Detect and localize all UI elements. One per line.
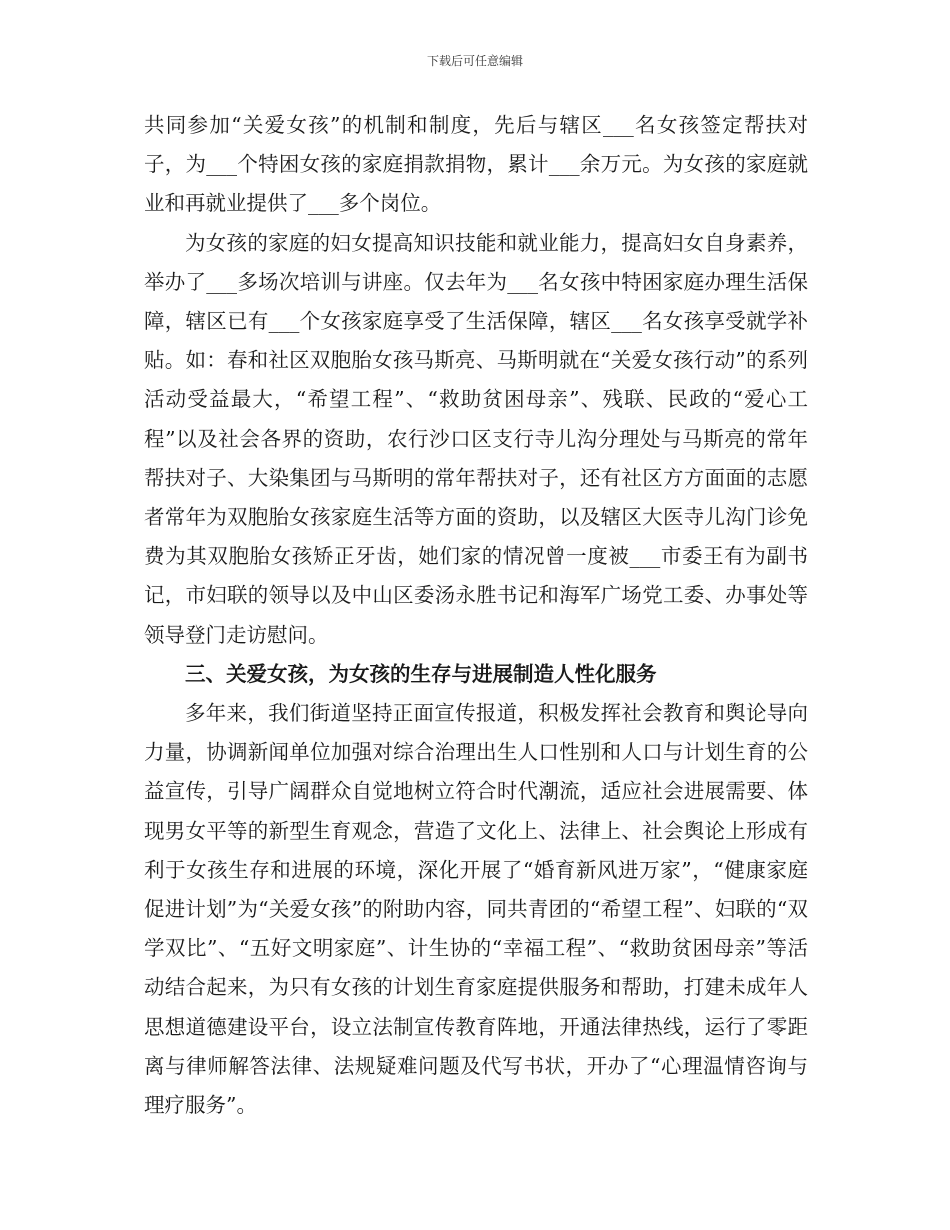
page-header: 下载后可任意编辑 [426, 54, 523, 68]
paragraph-2: 为女孩的家庭的妇女提高知识技能和就业能力，提高妇女自身素养，举办了___多场次培训与讲座。仅去年为___名女孩中特困家庭办理生活保障，辖区已有___个女孩家庭享受了生活保障，辖区___名女孩享受就学补贴。如：春和社区双胞胎女孩马斯亮、马斯明就在“关爱女孩行动”的系列活动受益最大，“希望工程”、“救助贫困母亲”、残联、民政的“爱心工程”以及社会各界的资助，农行沙口区支行寺儿沟分理处与马斯亮的常年帮扶对子、大染集团与马斯明的常年帮扶对子，还有社区方方面面的志愿者常年为双胞胎女孩家庭生活等方面的资助，以及辖区大医寺儿沟门诊免费为其双胞胎女孩矫正牙齿，她们家的情况曾一度被___市委王有为副书记，市妇联的领导以及中山区委汤永胜书记和海军广场党工委、办事处等领导登门走访慰问。 [144, 230, 808, 647]
paragraph-3: 多年来，我们街道坚持正面宣传报道，积极发挥社会教育和舆论导向力量，协调新闻单位加强对综合治理出生人口性别和人口与计划生育的公益宣传，引导广阔群众自觉地树立符合时代潮流，适应社会进展需要、体现男女平等的新型生育观念，营造了文化上、法律上、社会舆论上形成有利于女孩生存和进展的环境，深化开展了“婚育新风进万家”，“健康家庭促进计划”为“关爱女孩”的附助内容，同共青团的“希望工程”、妇联的“双学双比”、“五好文明家庭”、计生协的“幸福工程”、“救助贫困母亲”等活动结合起来，为只有女孩的计划生育家庭提供服务和帮助，打建未成年人思想道德建设平台，设立法制宣传教育阵地，开通法律热线，运行了零距离与律师解答法律、法规疑难问题及代写书状，开办了“心理温情咨询与理疗服务”。 [144, 701, 808, 1118]
document-body [144, 106, 808, 1125]
section-heading-3: 三、关爱女孩，为女孩的生存与进展制造人性化服务 [185, 661, 657, 686]
paragraph-1: 共同参加“关爱女孩”的机制和制度，先后与辖区___名女孩签定帮扶对子，为___个特困女孩的家庭捐款捐物，累计___余万元。为女孩的家庭就业和再就业提供了___多个岗位。 [144, 113, 808, 216]
